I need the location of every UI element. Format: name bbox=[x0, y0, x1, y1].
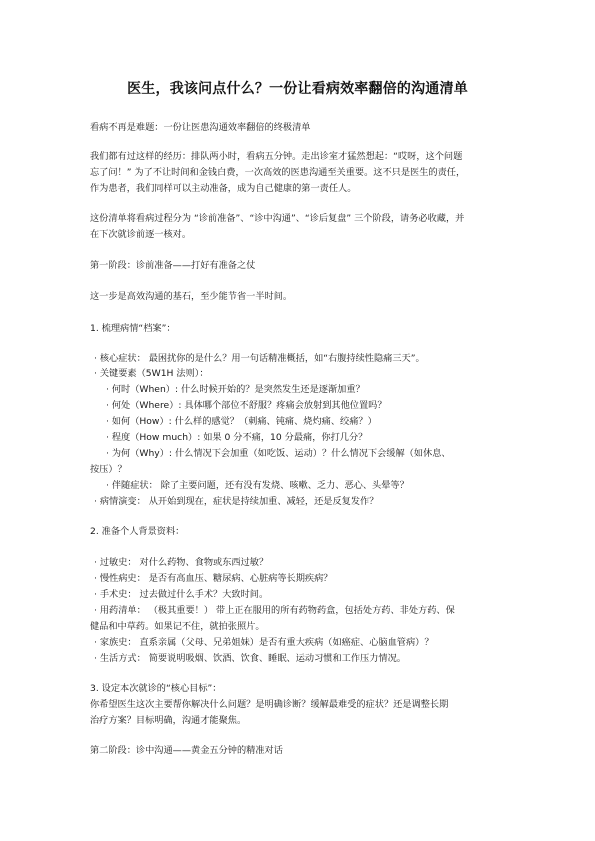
stages-intro-line-2: 在下次就诊前逐一核对。 bbox=[90, 229, 192, 240]
stage1-heading: 第一阶段：诊前准备——打好有准备之仗 bbox=[90, 260, 256, 271]
list-item-how: · 如何（How）: 什么样的感觉？（刺痛、钝痛、烧灼痛、绞痛？） bbox=[106, 416, 377, 427]
list-item-lifestyle: · 生活方式： 简要说明吸烟、饮酒、饮食、睡眠、运动习惯和工作压力情况。 bbox=[94, 653, 406, 664]
list-item-when: · 何时（When）: 什么时候开始的？是突然发生还是逐渐加重？ bbox=[106, 384, 365, 395]
section1-heading: 1. 梳理病情“档案”： bbox=[90, 323, 176, 334]
list-item-key-elements: · 关键要素（5W1H 法则）： bbox=[94, 368, 209, 379]
list-item-why-line-1: · 为何（Why）: 什么情况下会加重（如吃饭、运动）？什么情况下会缓解（如休息、 bbox=[106, 448, 451, 459]
list-item-meds-line-2: 健品和中草药。如果记不住，就拍张照片。 bbox=[90, 621, 265, 632]
list-item-allergy: · 过敏史： 对什么药物、食物或东西过敏？ bbox=[94, 557, 269, 568]
list-item-chronic: · 慢性病史： 是否有高血压、糖尿病、心脏病等长期疾病？ bbox=[94, 573, 333, 584]
stage1-desc: 这一步是高效沟通的基石，至少能节省一半时间。 bbox=[90, 291, 293, 302]
intro-line-2: 忘了问！” 为了不让时间和金钱白费，一次高效的医患沟通至关重要。这不只是医生的责任， bbox=[90, 167, 466, 178]
list-item-why-line-2: 按压）？ bbox=[90, 464, 127, 475]
list-item-evolution: · 病情演变： 从开始到现在，症状是持续加重、减轻，还是反复发作？ bbox=[94, 496, 379, 507]
list-item-where: · 何处（Where）: 具体哪个部位不舒服？疼痛会放射到其他位置吗？ bbox=[106, 400, 387, 411]
list-item-how-much: · 程度（How much）: 如果 0 分不痛，10 分最痛，你打几分？ bbox=[106, 432, 368, 443]
subtitle: 看病不再是难题：一份让医患沟通效率翻倍的终极清单 bbox=[90, 122, 311, 133]
page-title: 医生，我该问点什么？一份让看病效率翻倍的沟通清单 bbox=[127, 81, 468, 97]
list-item-surgery: · 手术史： 过去做过什么手术？大致时间。 bbox=[94, 589, 269, 600]
list-item-main-complaint: · 核心症状： 最困扰你的是什么？用一句话精准概括，如“右腹持续性隐痛三天”。 bbox=[94, 353, 425, 364]
stage2-heading: 第二阶段：诊中沟通——黄金五分钟的精准对话 bbox=[90, 745, 283, 756]
list-item-meds-line-1: · 用药清单： （极其重要！） 带上正在服用的所有药物药盒，包括处方药、非处方药、保 bbox=[94, 605, 455, 616]
list-item-accompany: · 伴随症状： 除了主要问题，还有没有发烧、咳嗽、乏力、恶心、头晕等？ bbox=[106, 480, 409, 491]
section3-heading: 3. 设定本次就诊的“核心目标”： bbox=[90, 683, 222, 694]
section3-line-1: 你希望医生这次主要帮你解决什么问题？是明确诊断？缓解最难受的症状？还是调整长期 bbox=[90, 699, 449, 710]
list-item-family: · 家族史： 直系亲属（父母、兄弟姐妹）是否有重大疾病（如癌症、心脑血管病）？ bbox=[94, 637, 434, 648]
intro-line-3: 作为患者，我们同样可以主动准备，成为自己健康的第一责任人。 bbox=[90, 183, 357, 194]
section2-heading: 2. 准备个人背景资料： bbox=[90, 526, 185, 537]
section3-line-2: 治疗方案？目标明确，沟通才能聚焦。 bbox=[90, 715, 247, 726]
intro-line-1: 我们都有过这样的经历：排队两小时，看病五分钟。走出诊室才猛然想起：“哎呀，这个问题 bbox=[90, 151, 463, 162]
stages-intro-line-1: 这份清单将看病过程分为 “诊前准备”、“诊中沟通”、“诊后复盘” 三个阶段，请务必收藏，并 bbox=[90, 213, 465, 224]
